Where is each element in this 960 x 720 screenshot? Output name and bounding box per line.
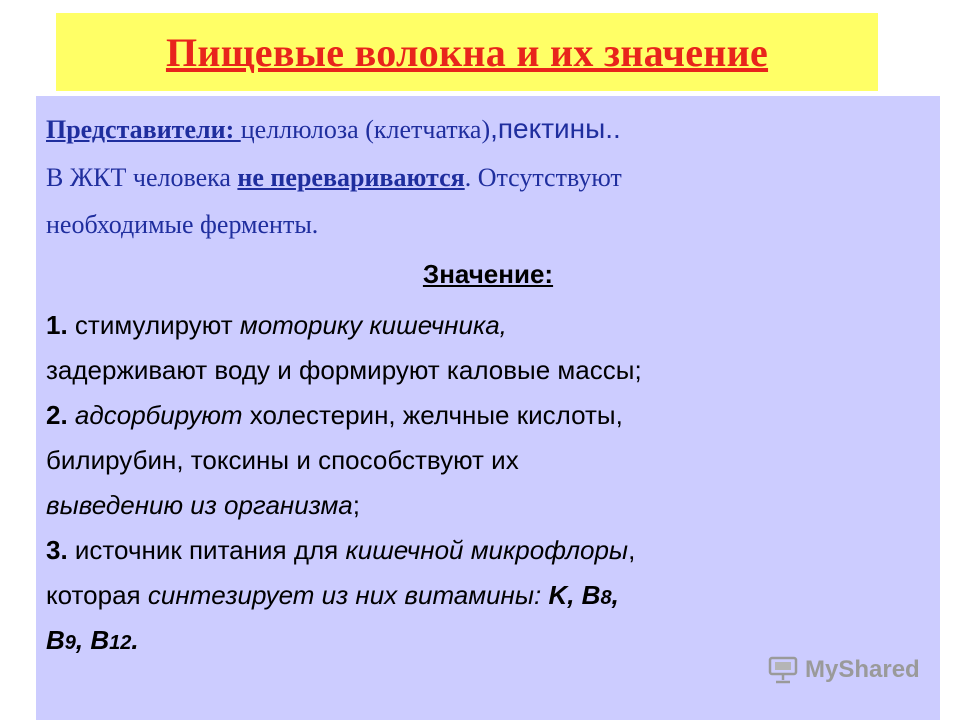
list-item (46, 393, 926, 438)
item-text: ; (352, 490, 361, 520)
digestion-text-a: В ЖКТ человека (46, 163, 238, 192)
item-italic-text: адсорбируют (67, 400, 243, 430)
vitamin-subscript: 9 (64, 632, 76, 654)
item-text: , (628, 535, 636, 565)
list-item-continuation (46, 483, 926, 528)
list-item-continuation: билирубин, токсины и способствуют их (46, 445, 519, 475)
list-item (46, 303, 926, 348)
representatives-line (46, 113, 926, 145)
item-text: источник питания для (67, 535, 346, 565)
digestion-text-b: . Отсутствуют (464, 163, 622, 192)
content-panel (36, 96, 940, 720)
item-number: 1. (46, 310, 68, 340)
page-title: Пищевые волокна и их значение (165, 29, 769, 75)
item-italic-text: выведению из организма (46, 490, 353, 520)
vitamin-text: . (131, 625, 139, 655)
myshared-watermark (767, 656, 920, 684)
vitamin-text: , (611, 580, 619, 610)
list-item-continuation: задерживают воду и формируют каловые массы; (46, 355, 642, 385)
enzymes-line: необходимые ферменты. (46, 210, 319, 239)
watermark-text: MyShared (805, 656, 920, 683)
item-italic-text: кишечной микрофлоры (345, 535, 629, 565)
digestion-line (46, 163, 926, 193)
item-text: холестерин, желчные кислоты, (242, 400, 623, 430)
item-italic-text: синтезирует из них витамины: (147, 580, 549, 610)
item-italic-text: моторику кишечника, (239, 310, 507, 340)
item-number: 2. (46, 400, 68, 430)
item-text: которая (46, 580, 148, 610)
item-text: стимулируют (67, 310, 240, 340)
list-item-continuation (46, 573, 926, 618)
not-digested-text: не перевариваются (237, 163, 465, 192)
item-number: 3. (46, 535, 68, 565)
vitamin-subscript: 12 (109, 632, 132, 654)
vitamin-text: B (46, 625, 65, 655)
title-banner (56, 13, 878, 91)
significance-heading: Значение: (422, 259, 554, 289)
representatives-label: Представители: (46, 115, 241, 144)
vitamin-text: K, B (548, 580, 601, 610)
vitamin-text: , B (75, 625, 110, 655)
list-item (46, 528, 926, 573)
representatives-text-a: целлюлоза (клетчатка) (240, 115, 491, 144)
representatives-text-b: ,пектины.. (490, 113, 621, 144)
vitamin-subscript: 8 (600, 587, 612, 609)
significance-list (46, 303, 926, 663)
presentation-icon (767, 656, 799, 684)
